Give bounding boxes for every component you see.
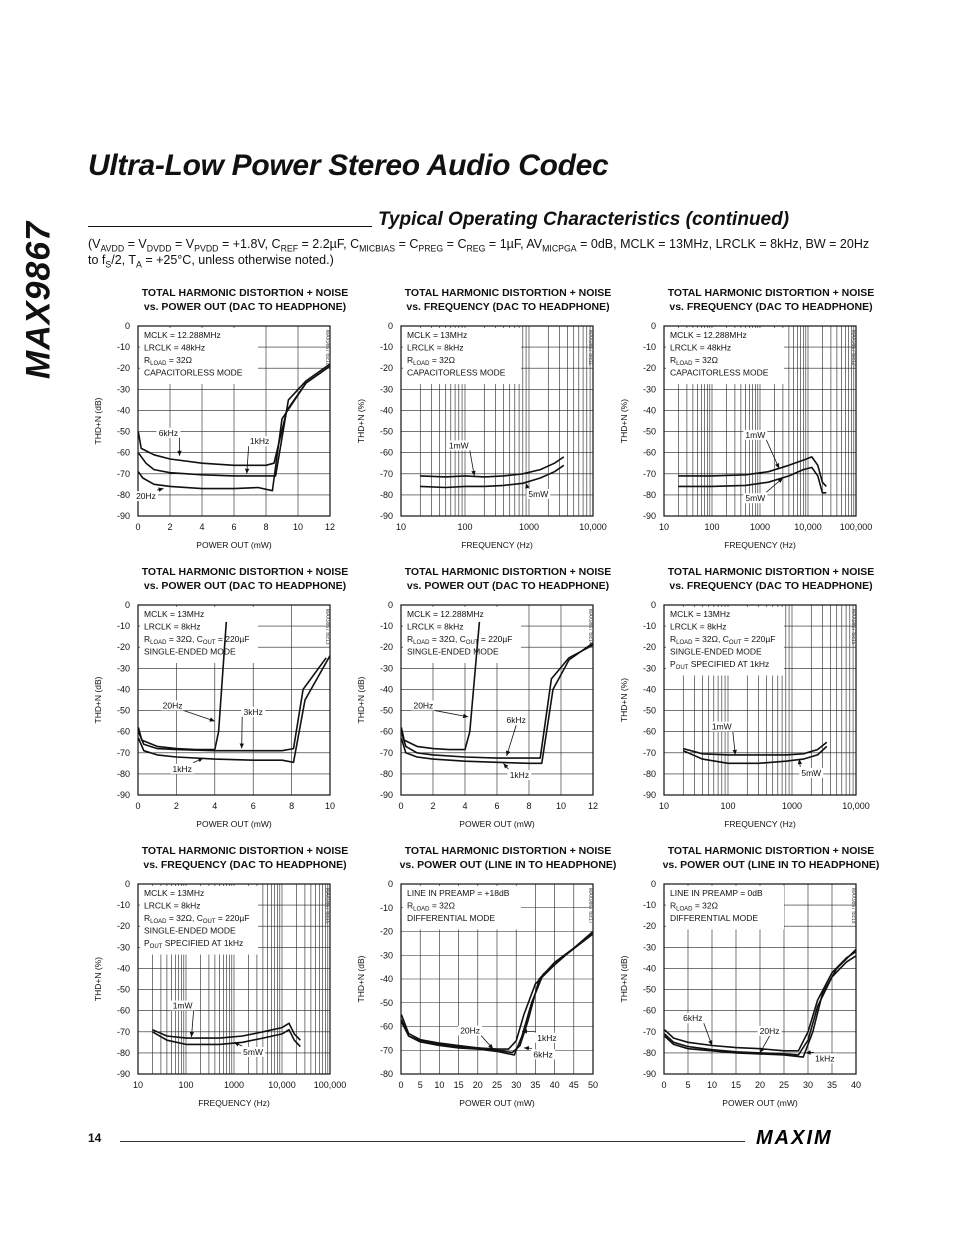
y-tick-label: -60 [642,1005,656,1016]
y-tick-label: -10 [642,342,656,353]
chart-toc14 [356,565,643,835]
y-tick-label: -90 [116,511,130,521]
figure-code: MAX9867 toc18 [850,888,856,924]
chart-title-line: vs. POWER OUT (DAC TO HEADPHONE) [143,301,347,313]
figure-code: MAX9867 toc12 [850,330,856,366]
condition-note: DIFFERENTIAL MODE [670,913,758,923]
test-conditions: ($V_{AVDD} = V_{DVDD} = V_{PVDD} = +1.8V$, $C_{REF} = 2.2\mu F$, $C_{MICBIAS} = C_{PREG} = C_{REG} = 1\mu F$, $AV_{MICPGA} = 0dB$, MCLK = 13MHz, LRCLK = 8kHz, BW = 20Hz to $f_S/2$, $T_A = +25^\circ C$, unless otherwise noted.) [88,237,870,270]
y-tick-label: -20 [116,921,130,932]
condition-note: SINGLE-ENDED MODE [144,646,236,657]
condition-note: LINE IN PREAMP = +18dB [407,888,510,898]
y-tick-label: 0 [650,879,656,889]
y-tick-label: -40 [642,963,656,974]
annotation-arrowhead [240,744,244,749]
x-tick-label: 30 [802,1080,814,1090]
x-axis-label: POWER OUT (mW) [459,819,535,829]
x-tick-label: 20 [472,1080,483,1090]
chart-title-line: TOTAL HARMONIC DISTORTION + NOISE [404,287,612,299]
y-tick-label: -20 [379,926,393,937]
x-tick-label: 1000 [223,1080,245,1090]
condition-note: LRCLK = 8kHz [407,621,464,632]
y-tick-label: -50 [642,984,656,995]
x-axis-label: FREQUENCY (Hz) [461,540,533,550]
condition-note: $R_{LOAD} = 32\Omega$, $C_{OUT} = 220\mu F$ [670,634,776,646]
x-tick-label: 35 [530,1080,541,1090]
y-axis-label: THD+N (dB) [356,955,366,1003]
chart-toc15 [619,565,906,835]
y-axis-label: THD+N (dB) [356,676,366,724]
condition-note: $R_{LOAD} = 32\Omega$, $C_{OUT} = 220\mu F$ [144,913,250,925]
x-tick-label: 40 [549,1080,560,1090]
x-tick-label: 4 [212,801,218,811]
x-axis-label: POWER OUT (mW) [196,540,272,550]
y-tick-label: -50 [379,705,393,716]
y-tick-label: -30 [379,663,393,674]
x-tick-label: 10 [706,1080,718,1090]
y-tick-label: -20 [642,363,656,374]
chart-plot [356,844,643,1114]
x-tick-label: 2 [173,801,179,811]
chart-toc10 [93,286,380,556]
y-axis-label: THD+N (%) [619,398,629,444]
curve-annotation: 6kHz [158,427,179,438]
x-tick-label: 100,000 [313,1080,347,1090]
x-tick-label: 0 [661,1080,667,1090]
y-tick-label: -40 [379,405,393,416]
x-tick-label: 50 [587,1080,599,1090]
y-tick-label: -80 [379,1069,393,1079]
y-tick-label: -40 [642,405,656,416]
chart-title-line: vs. POWER OUT (DAC TO HEADPHONE) [143,580,347,592]
x-tick-label: 10 [658,801,670,811]
y-axis-label: THD+N (%) [619,677,629,723]
y-tick-label: -80 [642,768,656,779]
x-tick-label: 10 [555,801,567,811]
condition-note: $R_{LOAD} = 32\Omega$ [144,355,192,367]
y-tick-label: -30 [379,384,393,395]
y-axis-label: THD+N (%) [93,956,103,1002]
y-tick-label: -10 [116,621,130,632]
x-tick-label: 100 [720,801,736,811]
x-tick-label: 15 [453,1080,464,1090]
y-tick-label: -20 [642,642,656,653]
figure-code: MAX9867 toc14 [587,609,593,645]
y-tick-label: -60 [642,447,656,458]
section-title: Typical Operating Characteristics (continued) [378,209,790,230]
condition-note: SINGLE-ENDED MODE [670,646,762,657]
chart-title-line: vs. FREQUENCY (DAC TO HEADPHONE) [669,580,873,592]
chart-plot [93,286,380,556]
chart-title-line: TOTAL HARMONIC DISTORTION + NOISE [404,845,612,857]
y-tick-label: -10 [379,342,393,353]
y-tick-label: 0 [650,321,656,331]
y-tick-label: -80 [116,1047,130,1058]
section-rule [88,226,372,227]
curve-annotation: 5mW [745,493,766,504]
annotation-leader [434,710,468,716]
y-tick-label: -40 [379,684,393,695]
x-tick-label: 20 [754,1080,766,1090]
y-tick-label: -90 [642,1069,656,1079]
x-tick-label: 100 [178,1080,194,1090]
curve-annotation: 1kHz [537,1032,557,1043]
y-tick-label: -40 [116,405,130,416]
y-tick-label: 0 [124,879,130,889]
chart-title-line: TOTAL HARMONIC DISTORTION + NOISE [141,287,349,299]
chart-title-line: TOTAL HARMONIC DISTORTION + NOISE [404,566,612,578]
y-tick-label: -80 [116,489,130,500]
x-tick-label: 1000 [749,522,771,532]
curve-annotation: 6kHz [533,1049,553,1060]
y-tick-label: -70 [379,747,393,758]
x-tick-label: 2 [167,522,173,532]
y-tick-label: -80 [379,489,393,500]
chart-title-line: vs. FREQUENCY (DAC TO HEADPHONE) [143,859,347,871]
y-tick-label: -30 [379,950,393,961]
y-tick-label: -80 [642,489,656,500]
condition-note: $R_{LOAD} = 32\Omega$ [407,355,455,367]
x-tick-label: 100 [457,522,473,532]
x-tick-label: 30 [511,1080,522,1090]
y-tick-label: 0 [387,600,393,610]
x-tick-label: 10 [132,1080,144,1090]
figure-code: MAX9867 toc13 [324,609,330,645]
part-number-side-label: MAX9867 [19,220,58,380]
condition-note: $P_{OUT}$ SPECIFIED AT 1kHz [144,938,244,950]
annotation-arrowhead [190,1032,194,1037]
y-tick-label: -70 [116,747,130,758]
condition-note: DIFFERENTIAL MODE [407,913,495,923]
x-tick-label: 6 [231,522,237,532]
x-axis-label: FREQUENCY (Hz) [198,1098,270,1108]
x-tick-label: 0 [398,801,404,811]
chart-plot [619,844,906,1114]
x-tick-label: 1000 [781,801,803,811]
chart-toc13 [93,565,380,835]
y-tick-label: 0 [124,600,130,610]
chart-plot [356,565,643,835]
condition-note: CAPACITORLESS MODE [670,367,769,378]
x-tick-label: 10 [292,522,304,532]
y-tick-label: -10 [642,621,656,632]
chart-title-line: vs. FREQUENCY (DAC TO HEADPHONE) [406,301,610,313]
chart-title-line: vs. POWER OUT (LINE IN TO HEADPHONE) [662,859,880,871]
chart-plot [356,286,643,556]
y-tick-label: -30 [116,663,130,674]
y-tick-label: -70 [116,1026,130,1037]
curve-annotation: 6kHz [506,715,526,726]
y-tick-label: -50 [116,984,130,995]
chart-plot [619,565,906,835]
y-tick-label: -50 [116,426,130,437]
x-axis-label: FREQUENCY (Hz) [724,819,796,829]
x-tick-label: 10,000 [579,522,607,532]
condition-note: $R_{LOAD} = 32\Omega$, $C_{OUT} = 220\mu F$ [407,634,513,646]
y-tick-label: -10 [642,900,656,911]
condition-note: CAPACITORLESS MODE [407,367,506,378]
condition-note: LRCLK = 48kHz [144,342,206,353]
chart-toc18 [619,844,906,1114]
chart-title-line: vs. FREQUENCY (DAC TO HEADPHONE) [669,301,873,313]
curve-annotation: 1kHz [509,770,530,781]
condition-note: MCLK = 13MHz [670,609,731,619]
annotation-arrowhead [177,451,181,456]
curve-annotation: 1mW [711,721,732,732]
x-tick-label: 4 [199,522,205,532]
y-tick-label: -30 [642,942,656,953]
y-tick-label: -50 [642,426,656,437]
y-tick-label: -60 [116,726,130,737]
curve-annotation: 6kHz [683,1013,703,1024]
y-tick-label: -10 [379,902,393,913]
y-axis-label: THD+N (dB) [619,955,629,1003]
curve-annotation: 20Hz [460,1025,481,1036]
condition-note: MCLK = 13MHz [144,609,205,619]
x-tick-label: 100,000 [839,522,873,532]
x-tick-label: 45 [568,1080,579,1090]
condition-note: $P_{OUT}$ SPECIFIED AT 1kHz [670,659,770,671]
curve-annotation: 5mW [528,489,549,499]
y-tick-label: -50 [116,705,130,716]
y-tick-label: -20 [642,921,656,932]
x-tick-label: 8 [263,522,269,532]
x-tick-label: 100 [704,522,720,532]
x-tick-label: 8 [289,801,295,811]
y-tick-label: -90 [379,790,393,800]
condition-note: LINE IN PREAMP = 0dB [670,888,763,898]
chart-toc12 [619,286,906,556]
x-axis-label: POWER OUT (mW) [459,1098,535,1108]
y-tick-label: -40 [116,963,130,974]
y-axis-label: THD+N (dB) [93,397,103,445]
y-tick-label: -30 [642,663,656,674]
maxim-logo-text: MAXIM [756,1127,833,1149]
curve-annotation: 1kHz [172,763,192,774]
annotation-arrowhead [209,717,214,721]
annotation-arrowhead [463,714,468,718]
x-tick-label: 0 [135,801,141,811]
condition-note: MCLK = 13MHz [407,330,468,340]
figure-code: MAX9867 toc10 [324,330,330,366]
condition-note: $R_{LOAD} = 32\Omega$ [670,355,718,367]
chart-plot [93,844,380,1114]
curve-annotation: 20Hz [162,700,183,711]
figure-code: MAX9867 toc17 [587,888,593,924]
x-tick-label: 1000 [518,522,540,532]
curve-annotation: 1kHz [249,436,270,447]
chart-title-line: TOTAL HARMONIC DISTORTION + NOISE [141,845,349,857]
x-tick-label: 12 [587,801,599,811]
y-tick-label: -60 [642,726,656,737]
chart-toc11 [356,286,643,556]
x-tick-label: 10,000 [268,1080,296,1090]
y-tick-label: -80 [116,768,130,779]
x-tick-label: 40 [850,1080,862,1090]
y-axis-label: THD+N (%) [356,398,366,444]
x-tick-label: 8 [526,801,532,811]
x-tick-label: 10,000 [842,801,870,811]
maxim-logo [756,1127,868,1147]
y-tick-label: -70 [642,468,656,479]
condition-note: LRCLK = 8kHz [144,900,201,911]
condition-note: LRCLK = 8kHz [407,342,464,353]
y-tick-label: 0 [387,879,393,889]
chart-plot [93,565,380,835]
x-tick-label: 0 [398,1080,404,1090]
x-axis-label: POWER OUT (mW) [196,819,272,829]
y-tick-label: -60 [116,1005,130,1016]
y-tick-label: -20 [379,642,393,653]
x-tick-label: 35 [826,1080,838,1090]
annotation-arrowhead [506,751,510,756]
x-axis-label: POWER OUT (mW) [722,1098,798,1108]
x-tick-label: 2 [430,801,436,811]
y-tick-label: -40 [116,684,130,695]
x-tick-label: 10 [434,1080,445,1090]
x-tick-label: 10,000 [794,522,822,532]
chart-title-line: TOTAL HARMONIC DISTORTION + NOISE [667,845,875,857]
x-tick-label: 0 [135,522,141,532]
curve-annotation: 5mW [243,1047,264,1057]
y-tick-label: -50 [642,705,656,716]
y-tick-label: -70 [642,747,656,758]
chart-title-line: TOTAL HARMONIC DISTORTION + NOISE [667,566,875,578]
condition-note: SINGLE-ENDED MODE [407,646,499,657]
curve-annotation: 1mW [172,1000,193,1011]
curve-annotation: 1mW [745,429,766,440]
y-tick-label: -70 [642,1026,656,1037]
x-tick-label: 25 [778,1080,790,1090]
y-tick-label: -40 [379,974,393,984]
y-tick-label: -10 [116,342,130,353]
x-tick-label: 25 [491,1080,503,1090]
condition-note: $R_{LOAD} = 32\Omega$ [407,900,455,913]
x-tick-label: 4 [462,801,468,811]
y-tick-label: -20 [116,363,130,374]
chart-toc17 [356,844,643,1114]
y-tick-label: -70 [116,468,130,479]
condition-note: MCLK = 12.288MHz [407,609,484,619]
y-tick-label: -90 [642,790,656,800]
curve-annotation: 20Hz [136,491,156,502]
y-tick-label: 0 [124,321,130,331]
y-tick-label: -70 [379,468,393,479]
curve-annotation: 3kHz [243,706,263,717]
condition-note: LRCLK = 8kHz [670,621,727,632]
x-tick-label: 5 [685,1080,691,1090]
y-tick-label: -90 [379,511,393,521]
chart-title-line: TOTAL HARMONIC DISTORTION + NOISE [141,566,349,578]
y-tick-label: -80 [642,1047,656,1058]
curve-annotation: 20Hz [413,700,434,711]
condition-note: $R_{LOAD} = 32\Omega$, $C_{OUT} = 220\mu F$ [144,634,250,646]
figure-code: MAX9867 toc11 [587,330,593,366]
y-tick-label: -50 [379,426,393,437]
y-tick-label: -10 [379,621,393,632]
y-tick-label: -30 [116,942,130,953]
y-tick-label: -90 [116,1069,130,1079]
x-tick-label: 10 [324,801,336,811]
y-tick-label: -80 [379,768,393,779]
y-axis-label: THD+N (dB) [93,676,103,724]
condition-note: CAPACITORLESS MODE [144,367,243,378]
y-tick-label: -20 [116,642,130,653]
condition-note: MCLK = 13MHz [144,888,205,898]
x-tick-label: 6 [250,801,256,811]
condition-note: SINGLE-ENDED MODE [144,925,236,936]
y-tick-label: -70 [379,1045,393,1056]
curve-annotation: 20Hz [759,1025,780,1036]
annotation-arrowhead [245,469,249,474]
y-tick-label: -60 [116,447,130,458]
figure-code: MAX9867 toc16 [324,888,330,924]
figure-code: MAX9867 toc15 [850,609,856,645]
annotation-arrowhead [524,1046,529,1050]
x-tick-label: 6 [494,801,500,811]
footer-rule [120,1141,745,1142]
y-tick-label: -30 [116,384,130,395]
chart-toc16 [93,844,380,1114]
x-tick-label: 5 [417,1080,423,1090]
document-title: Ultra-Low Power Stereo Audio Codec [88,149,609,182]
annotation-arrowhead [158,488,163,492]
chart-title-line: vs. POWER OUT (LINE IN TO HEADPHONE) [399,859,617,871]
page-number: 14 [88,1131,102,1145]
y-tick-label: -50 [379,997,393,1008]
curve-annotation: 1kHz [815,1053,835,1064]
condition-note: LRCLK = 8kHz [144,621,201,632]
annotation-arrowhead [471,471,475,476]
y-tick-label: -10 [116,900,130,911]
condition-note: $R_{LOAD} = 32\Omega$ [670,900,718,913]
y-tick-label: 0 [650,600,656,610]
y-tick-label: -30 [642,384,656,395]
y-tick-label: -60 [379,447,393,458]
chart-title-line: vs. POWER OUT (DAC TO HEADPHONE) [406,580,610,592]
x-tick-label: 10 [395,522,407,532]
chart-title-line: TOTAL HARMONIC DISTORTION + NOISE [667,287,875,299]
y-tick-label: -20 [379,363,393,374]
condition-note: MCLK = 12.288MHz [144,330,221,340]
y-tick-label: -60 [379,1021,393,1032]
x-tick-label: 10 [658,522,670,532]
y-tick-label: -40 [642,684,656,695]
condition-note: MCLK = 12.288MHz [670,330,747,340]
y-tick-label: -90 [116,790,130,800]
condition-note: LRCLK = 48kHz [670,342,732,353]
x-tick-label: 15 [730,1080,742,1090]
y-tick-label: 0 [387,321,393,331]
x-axis-label: FREQUENCY (Hz) [724,540,796,550]
curve-annotation: 1mW [448,440,469,451]
y-tick-label: -90 [642,511,656,521]
chart-plot [619,286,906,556]
y-tick-label: -60 [379,726,393,737]
curve-annotation: 5mW [801,768,822,778]
x-tick-label: 12 [324,522,336,532]
